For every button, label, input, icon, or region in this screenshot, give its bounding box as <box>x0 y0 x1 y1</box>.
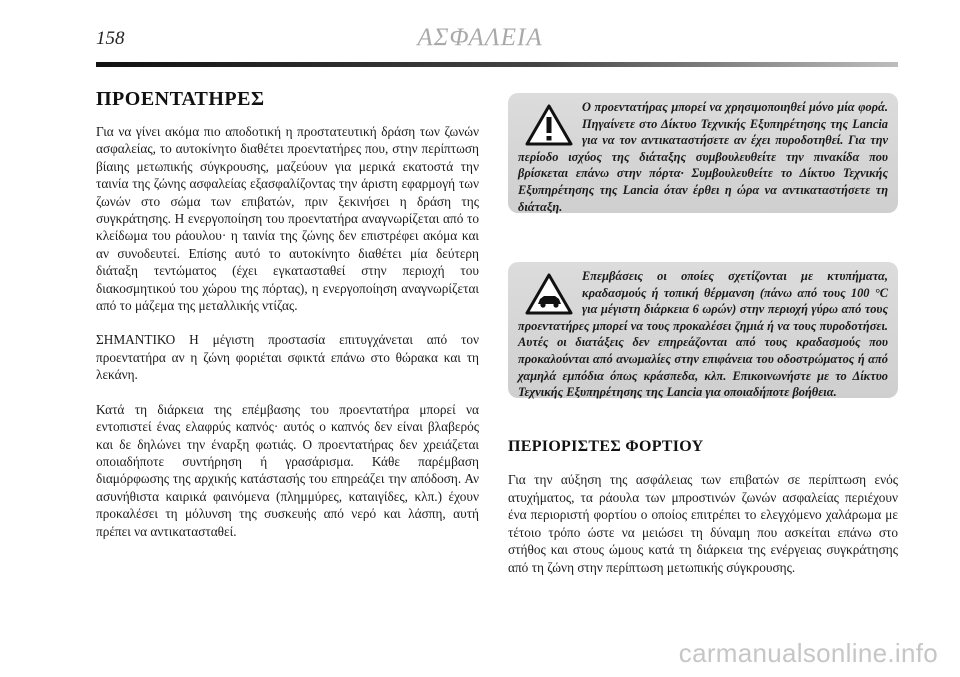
paragraph-load-limiters: Για την αύξηση της ασφάλειας των επιβατών σε περίπτωση ενός ατυχήματος, τα ράουλα των μπροστινών ζωνών ασφαλείας περιέχουν ένα περιοριστή φορτίου ο οποίος επιτρέπει το ελεγχόμενο χαλάρωμα με τέτοιο τρόπο ώστε να μειώσει τη δύναμη που ασκείται επάνω στο στήθος και στους ώμους κατά τη διάρκεια της ενέργειας συγκράτησης από τη ζώνη στην περίπτωση μετωπικής σύγκρουσης. <box>508 472 898 575</box>
watermark: carmanualsonline.info <box>678 638 938 668</box>
warning-triangle-icon <box>524 103 574 147</box>
section-title-pretensioners: ΠΡΟΕΝΤΑΤΗΡΕΣ <box>96 88 265 110</box>
header-rule <box>96 62 898 67</box>
paragraph-important: ΣΗΜΑΝΤΙΚΟ Η μέγιστη προστασία επιτυγχάνεται από τον προεντατήρα αν η ζώνη φοριέται σφικτά επάνω στο θώρακα και τη λεκάνη. <box>96 332 479 383</box>
warning-text-single-use: Ο προεντατήρας μπορεί να χρησιμοποιηθεί μόνο μία φορά. Πηγαίνετε στο Δίκτυο Τεχνικής Εξυπηρέτησης της Lancia για να τον αντικαταστήσετε αν έχει πυροδοτηθεί. Για την περίοδο ισχύος της διάταξης συμβουλευθείτε την πινακίδα που βρίσκεται επάνω στην πόρτα· Συμβουλευθείτε το Δίκτυο Τεχνικής Εξυπηρέτησης της Lancia όταν έρθει η ώρα να αντικαταστήσετε τη διάταξη. <box>518 100 888 214</box>
section-title-load-limiters: ΠΕΡΙΟΡΙΣΤΕΣ ΦΟΡΤΙΟΥ <box>508 438 704 455</box>
warning-text-impacts: Επεμβάσεις οι οποίες σχετίζονται με κτυπήματα, κραδασμούς ή τοπική θέρμανση (πάνω από τους 100 °C για μέγιστη διάρκεια 6 ωρών) στην περιοχή γύρω από τους προεντατήρες μπορεί να τους προκαλέσει ζημιά ή να τους πυροδοτήσει. Αυτές οι διατάξεις δεν επηρεάζονται από τους κραδασμούς που προκαλούνται από ανωμαλίες στην επιφάνεια του οδοστρώματος ή από χαμηλά εμπόδια όπως κράσπεδα, κλπ. Επικοινωνήστε με το Δίκτυο Τεχνικής Εξυπηρέτησης της Lancia για οποιαδήποτε βοήθεια. <box>518 269 888 400</box>
running-title: ΑΣΦΑΛΕΙΑ <box>417 24 543 51</box>
paragraph-smoke-maintenance: Κατά τη διάρκεια της επέμβασης του προεντατήρα μπορεί να εντοπιστεί ένας ελαφρύς καπνός· αυτός ο καπνός δεν είναι βλαβερός και δε δηλώνει την έναρξη φωτιάς. Ο προεντατήρας δεν χρειάζεται οποιαδήποτε συντήρηση ή γρασάρισμα. Κάθε παρέμβαση διαμόρφωσης της αρχικής κατάστασής του επηρεάζει την απόδοση. Αν ασυνήθιστα καιρικά φαινόμενα (πλημμύρες, καταιγίδες, κλπ.) έχουν προκαλέσει τη μόλυνση της συσκευής από νερό και λάσπη, αυτή πρέπει να αντικατασταθεί. <box>96 401 479 539</box>
left-column <box>96 88 479 557</box>
warning-box-impacts <box>508 262 898 398</box>
paragraph-pretensioner-intro: Για να γίνει ακόμα πιο αποδοτική η προστατευτική δράση των ζωνών ασφαλείας, το αυτοκίνητο διαθέτει προεντατήρες που, στην περίπτωση βίαιης μετωπικής σύγκρουσης, μαζεύουν για μερικά εκατοστά την ταινία της ζώνης ασφαλείας εξασφαλίζοντας την άριστη εφαρμογή των ζωνών στο σώμα των επιβατών, πριν ξεκινήσει η δράση της συγκράτησης. Η ενεργοποίηση του προεντατήρα αναγνωρίζεται από το κλείδωμα του ράουλου· η ταινία της ζώνης δεν επιστρέφει ακόμα και αν συνοδευτεί. Επίσης αυτό το αυτοκίνητο διαθέτει μία δεύτερη διάταξη τεντώματος (έχει εγκατασταθεί στην περιοχή του διακοσμητικού του χώρου της πόρτας), η ενεργοποίηση αναγνωρίζεται από το μάζεμα της μεταλλικής ντίζας. <box>96 124 479 314</box>
page-number: 158 <box>96 28 125 49</box>
caution-car-icon <box>524 272 574 316</box>
warning-box-single-use <box>508 93 898 213</box>
right-section-load-limiters <box>508 438 898 594</box>
